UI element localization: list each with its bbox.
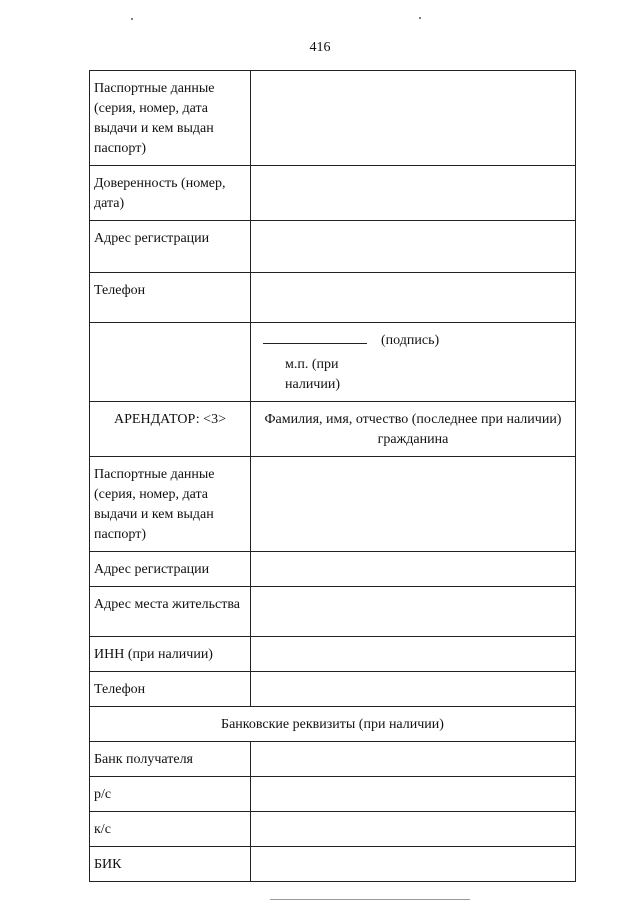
power-of-attorney-value-cell[interactable] bbox=[251, 166, 576, 221]
table-row bbox=[90, 221, 576, 273]
phone-label-cell: Телефон bbox=[90, 672, 251, 707]
account-label-cell: р/с bbox=[90, 777, 251, 812]
recipient-bank-value-cell[interactable] bbox=[251, 742, 576, 777]
corr-account-label-cell: к/с bbox=[90, 812, 251, 847]
signature-label: (подпись) bbox=[381, 333, 440, 348]
phone-value-cell[interactable] bbox=[251, 672, 576, 707]
bik-value-cell[interactable] bbox=[251, 847, 576, 882]
power-of-attorney-label-cell: Доверенность (номер, дата) bbox=[90, 166, 251, 221]
account-value-cell[interactable] bbox=[251, 777, 576, 812]
registration-address-label-cell: Адрес регистрации bbox=[90, 552, 251, 587]
signature-cell bbox=[251, 323, 576, 402]
inn-value-cell[interactable] bbox=[251, 637, 576, 672]
table-row bbox=[90, 273, 576, 323]
recipient-bank-label-cell: Банк получателя bbox=[90, 742, 251, 777]
table-row bbox=[90, 812, 576, 847]
table-row bbox=[90, 323, 576, 402]
signature-line[interactable] bbox=[263, 331, 367, 344]
requisites-table bbox=[89, 70, 576, 882]
table-row bbox=[90, 166, 576, 221]
signature-block bbox=[255, 331, 571, 351]
registration-address-value-cell[interactable] bbox=[251, 552, 576, 587]
table-row bbox=[90, 742, 576, 777]
registration-address-label-cell: Адрес регистрации bbox=[90, 221, 251, 273]
scan-speck bbox=[131, 18, 133, 20]
table-row bbox=[90, 587, 576, 637]
phone-label-cell: Телефон bbox=[90, 273, 251, 323]
table-row bbox=[90, 402, 576, 457]
registration-address-value-cell[interactable] bbox=[251, 221, 576, 273]
table-row bbox=[90, 847, 576, 882]
table-row bbox=[90, 707, 576, 742]
stamp-label: м.п. (при наличии) bbox=[285, 357, 340, 392]
signature-empty-cell bbox=[90, 323, 251, 402]
table-row bbox=[90, 637, 576, 672]
passport-value-cell[interactable] bbox=[251, 71, 576, 166]
table-row bbox=[90, 672, 576, 707]
bik-label-cell: БИК bbox=[90, 847, 251, 882]
table-row bbox=[90, 552, 576, 587]
table-row bbox=[90, 457, 576, 552]
table-row bbox=[90, 71, 576, 166]
tenant-name-header-cell: Фамилия, имя, отчество (последнее при наличии) гражданина bbox=[251, 402, 576, 457]
phone-value-cell[interactable] bbox=[251, 273, 576, 323]
residence-address-value-cell[interactable] bbox=[251, 587, 576, 637]
inn-label-cell: ИНН (при наличии) bbox=[90, 637, 251, 672]
bank-details-header: Банковские реквизиты (при наличии) bbox=[90, 707, 576, 742]
corr-account-value-cell[interactable] bbox=[251, 812, 576, 847]
scan-edge-line bbox=[270, 899, 470, 900]
residence-address-label-cell: Адрес места жительства bbox=[90, 587, 251, 637]
passport-label-cell: Паспортные данные (серия, номер, дата выдачи и кем выдан паспорт) bbox=[90, 457, 251, 552]
tenant-label-cell: АРЕНДАТОР: <3> bbox=[90, 402, 251, 457]
passport-label-cell: Паспортные данные (серия, номер, дата выдачи и кем выдан паспорт) bbox=[90, 71, 251, 166]
scan-speck bbox=[419, 17, 421, 19]
page-number: 416 bbox=[309, 40, 331, 55]
table-row bbox=[90, 777, 576, 812]
passport-value-cell[interactable] bbox=[251, 457, 576, 552]
